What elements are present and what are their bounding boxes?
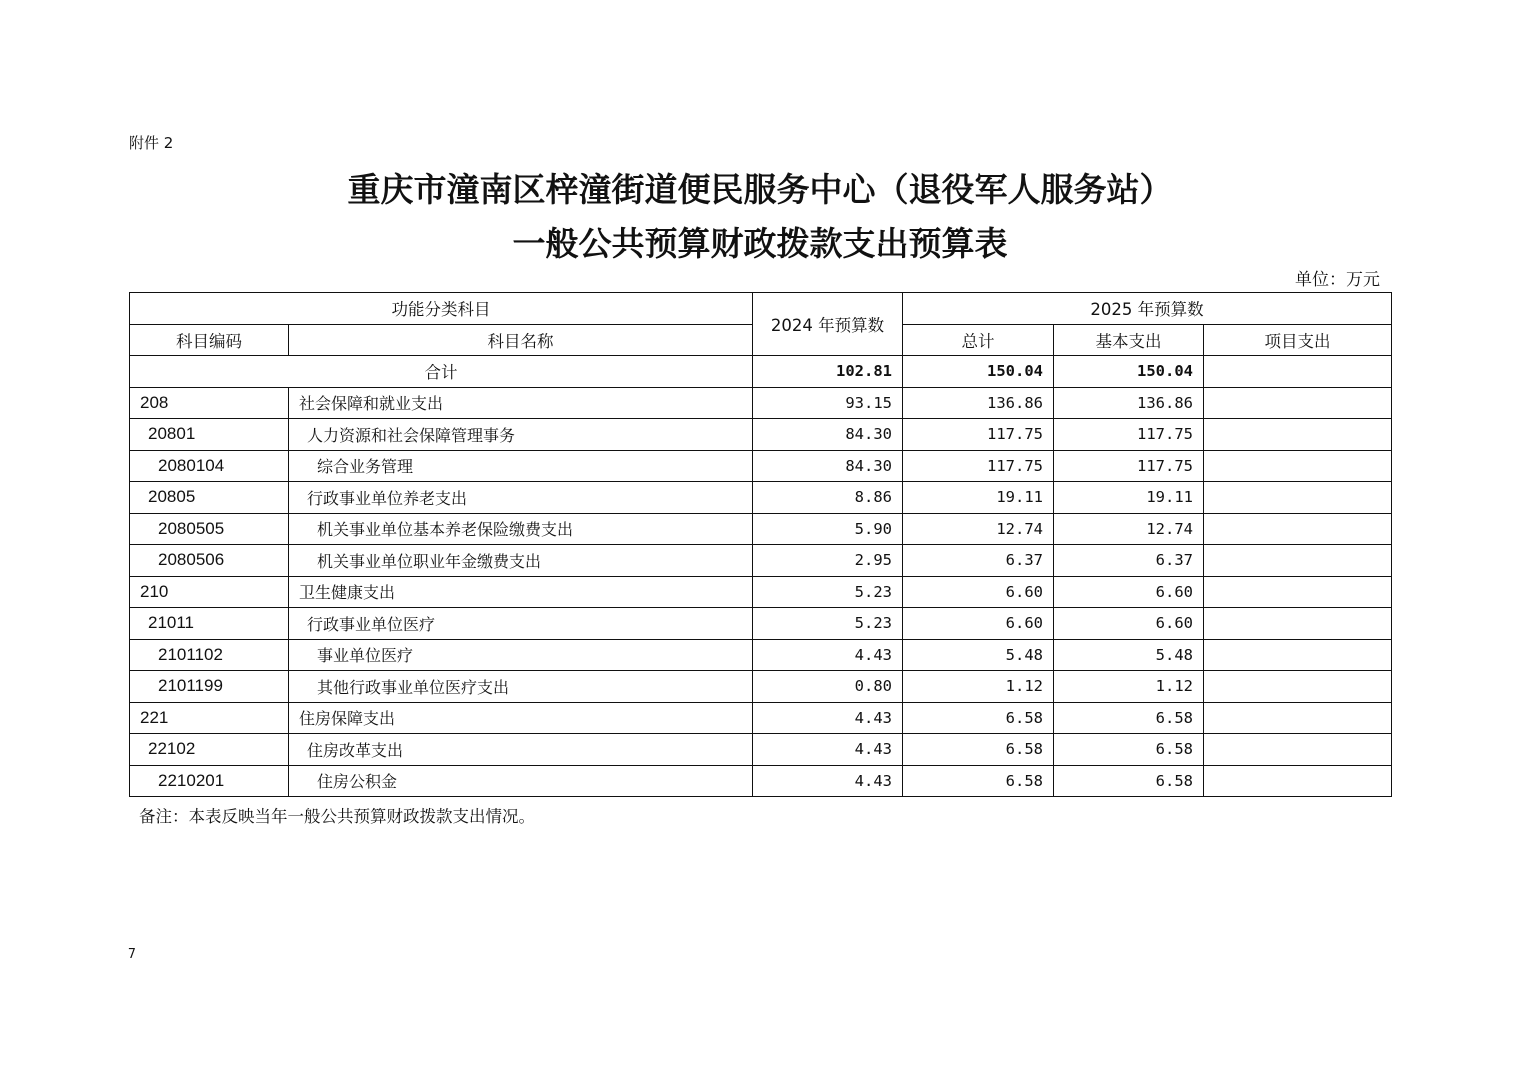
row-basic: 19.11 [1054, 482, 1204, 514]
row-budget-2024: 84.30 [753, 450, 903, 482]
row-total: 6.60 [903, 576, 1054, 608]
table-row [130, 702, 1392, 734]
row-name: 综合业务管理 [289, 450, 753, 482]
row-project [1204, 482, 1392, 514]
row-budget-2024: 5.90 [753, 513, 903, 545]
row-name: 卫生健康支出 [289, 576, 753, 608]
row-project [1204, 450, 1392, 482]
header-row-1 [130, 293, 1392, 325]
row-total: 6.58 [903, 734, 1054, 766]
row-total: 6.60 [903, 608, 1054, 640]
row-code: 21011 [130, 608, 289, 640]
row-code: 2210201 [130, 765, 289, 797]
row-code: 208 [130, 387, 289, 419]
total-total: 150.04 [903, 356, 1054, 388]
row-total: 12.74 [903, 513, 1054, 545]
row-code: 2101102 [130, 639, 289, 671]
row-name: 住房保障支出 [289, 702, 753, 734]
row-budget-2024: 2.95 [753, 545, 903, 577]
row-project [1204, 419, 1392, 451]
header-budget-2024: 2024 年预算数 [753, 293, 903, 356]
header-total: 总计 [903, 324, 1054, 356]
total-basic: 150.04 [1054, 356, 1204, 388]
table-row [130, 545, 1392, 577]
row-project [1204, 387, 1392, 419]
row-code: 20805 [130, 482, 289, 514]
header-project: 项目支出 [1204, 324, 1392, 356]
row-basic: 6.37 [1054, 545, 1204, 577]
row-name: 住房公积金 [289, 765, 753, 797]
header-code: 科目编码 [130, 324, 289, 356]
row-project [1204, 702, 1392, 734]
table-row [130, 639, 1392, 671]
row-code: 20801 [130, 419, 289, 451]
row-name: 社会保障和就业支出 [289, 387, 753, 419]
table-row [130, 608, 1392, 640]
row-total: 5.48 [903, 639, 1054, 671]
row-total: 136.86 [903, 387, 1054, 419]
table-row [130, 450, 1392, 482]
row-basic: 1.12 [1054, 671, 1204, 703]
row-budget-2024: 4.43 [753, 702, 903, 734]
budget-table [129, 292, 1392, 797]
row-basic: 5.48 [1054, 639, 1204, 671]
row-code: 2080104 [130, 450, 289, 482]
row-budget-2024: 5.23 [753, 608, 903, 640]
table-row [130, 734, 1392, 766]
row-code: 2080506 [130, 545, 289, 577]
total-project [1204, 356, 1392, 388]
row-budget-2024: 4.43 [753, 734, 903, 766]
row-budget-2024: 4.43 [753, 639, 903, 671]
row-budget-2024: 0.80 [753, 671, 903, 703]
total-label: 合计 [130, 356, 753, 388]
page-number: 7 [128, 947, 136, 962]
table-row [130, 765, 1392, 797]
row-project [1204, 545, 1392, 577]
header-name: 科目名称 [289, 324, 753, 356]
row-total: 19.11 [903, 482, 1054, 514]
row-code: 221 [130, 702, 289, 734]
row-budget-2024: 8.86 [753, 482, 903, 514]
document-title-line-1: 重庆市潼南区梓潼街道便民服务中心（退役军人服务站） [347, 170, 1173, 209]
row-total: 117.75 [903, 450, 1054, 482]
table-row [130, 576, 1392, 608]
header-basic: 基本支出 [1054, 324, 1204, 356]
footnote: 备注：本表反映当年一般公共预算财政拨款支出情况。 [139, 807, 535, 826]
row-code: 2080505 [130, 513, 289, 545]
unit-label: 单位：万元 [1295, 270, 1380, 290]
attachment-label: 附件 2 [129, 134, 174, 152]
row-basic: 6.60 [1054, 576, 1204, 608]
row-basic: 117.75 [1054, 450, 1204, 482]
row-project [1204, 608, 1392, 640]
row-basic: 117.75 [1054, 419, 1204, 451]
budget-table-body [130, 356, 1392, 797]
row-basic: 136.86 [1054, 387, 1204, 419]
row-basic: 6.58 [1054, 734, 1204, 766]
row-budget-2024: 84.30 [753, 419, 903, 451]
row-project [1204, 639, 1392, 671]
row-total: 6.37 [903, 545, 1054, 577]
row-name: 事业单位医疗 [289, 639, 753, 671]
row-budget-2024: 93.15 [753, 387, 903, 419]
header-functional-category: 功能分类科目 [130, 293, 753, 325]
row-project [1204, 671, 1392, 703]
total-row [130, 356, 1392, 388]
row-total: 117.75 [903, 419, 1054, 451]
total-budget-2024: 102.81 [753, 356, 903, 388]
table-row [130, 387, 1392, 419]
row-code: 2101199 [130, 671, 289, 703]
row-name: 机关事业单位职业年金缴费支出 [289, 545, 753, 577]
row-code: 210 [130, 576, 289, 608]
row-name: 住房改革支出 [289, 734, 753, 766]
row-budget-2024: 4.43 [753, 765, 903, 797]
row-budget-2024: 5.23 [753, 576, 903, 608]
row-total: 6.58 [903, 765, 1054, 797]
table-row [130, 419, 1392, 451]
row-basic: 6.60 [1054, 608, 1204, 640]
row-project [1204, 734, 1392, 766]
header-budget-2025: 2025 年预算数 [903, 293, 1392, 325]
row-code: 22102 [130, 734, 289, 766]
row-name: 行政事业单位医疗 [289, 608, 753, 640]
row-project [1204, 576, 1392, 608]
document-title-line-2: 一般公共预算财政拨款支出预算表 [512, 224, 1008, 263]
row-total: 1.12 [903, 671, 1054, 703]
row-project [1204, 513, 1392, 545]
table-row [130, 482, 1392, 514]
row-name: 机关事业单位基本养老保险缴费支出 [289, 513, 753, 545]
row-name: 人力资源和社会保障管理事务 [289, 419, 753, 451]
table-row [130, 671, 1392, 703]
row-basic: 12.74 [1054, 513, 1204, 545]
row-total: 6.58 [903, 702, 1054, 734]
row-name: 行政事业单位养老支出 [289, 482, 753, 514]
row-basic: 6.58 [1054, 702, 1204, 734]
row-basic: 6.58 [1054, 765, 1204, 797]
row-project [1204, 765, 1392, 797]
table-row [130, 513, 1392, 545]
row-name: 其他行政事业单位医疗支出 [289, 671, 753, 703]
